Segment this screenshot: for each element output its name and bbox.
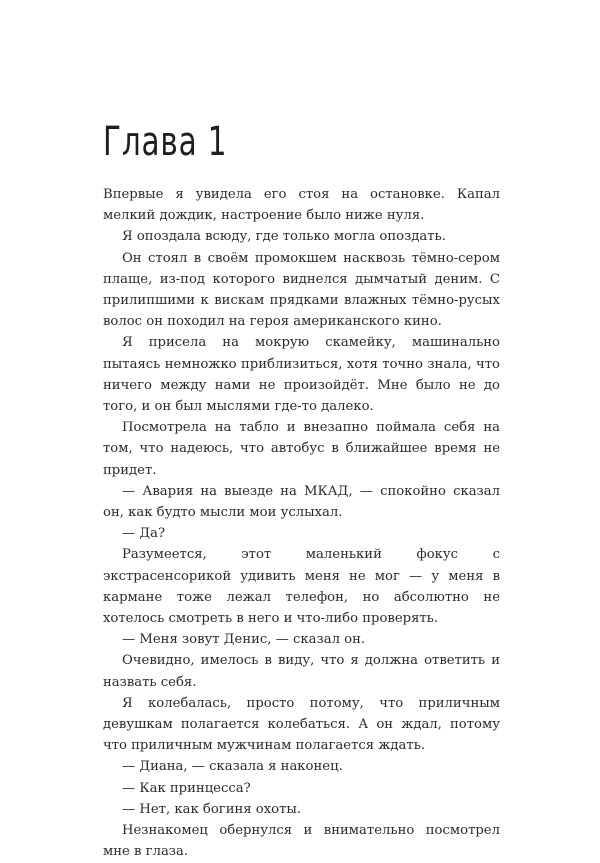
dialogue-line: — Авария на выезде на МКАД, — спокойно сказал он, как будто мысли мои услыхал.	[103, 483, 500, 521]
paragraph: Я присела на мокрую скамейку, машинально пытаясь немножко приблизиться, хотя точно знала, что ничего между нами не произойдёт. Мне было не до того, и он был мыслями где-то далеко.	[103, 335, 500, 415]
dialogue-line: — Нет, как богиня охоты.	[122, 801, 302, 817]
dialogue-line: — Да?	[122, 526, 166, 542]
paragraph: Я колебалась, просто потому, что приличным девушкам полагается колебаться. А он ждал, потому что приличным мужчинам полагается ждать.	[103, 695, 500, 754]
paragraph: Посмотрела на табло и внезапно поймала себя на том, что надеюсь, что автобус в ближайшее время не придет.	[103, 420, 500, 478]
chapter-title: Глава 1	[103, 119, 228, 165]
paragraph: Разумеется, этот маленький фокус с экстрасенсорикой удивить меня не мог — у меня в кармане тоже лежал телефон, но абсолютно не хотелось смотреть в него и что-либо проверять.	[103, 547, 500, 627]
chapter-body	[103, 184, 500, 863]
dialogue-line: — Меня зовут Денис, — сказал он.	[122, 632, 366, 648]
paragraph: Незнакомец обернулся и внимательно посмотрел мне в глаза.	[103, 823, 500, 860]
paragraph: Очевидно, имелось в виду, что я должна ответить и назвать себя.	[103, 653, 500, 690]
dialogue-line: — Как принцесса?	[122, 780, 251, 796]
dialogue-line: — Диана, — сказала я наконец.	[122, 759, 343, 775]
paragraph: Я опоздала всюду, где только могла опоздать.	[122, 229, 446, 245]
paragraph: Он стоял в своём промокшем насквозь тёмно-сером плаще, из-под которого виднелся дымчатый деним. С прилипшими к вискам прядками влажных тёмно-русых волос он походил на героя американского кино.	[103, 250, 500, 330]
paragraph: Впервые я увидела его стоя на остановке. Капал мелкий дождик, настроение было ниже нуля.	[103, 187, 500, 224]
